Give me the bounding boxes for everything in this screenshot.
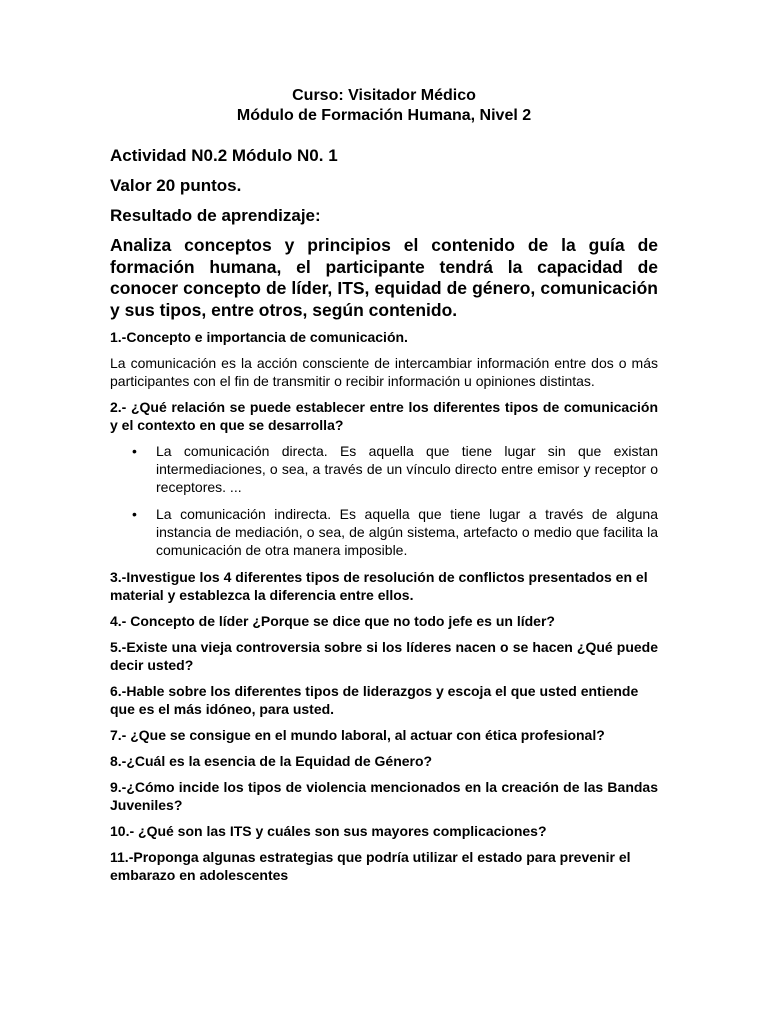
list-item xyxy=(110,442,658,496)
question-8: 8.-¿Cuál es la esencia de la Equidad de Género? xyxy=(110,753,433,769)
question-2: 2.- ¿Qué relación se puede establecer entre los diferentes tipos de comunicación y el contexto en que se desarrolla? xyxy=(110,399,658,433)
question-7: 7.- ¿Que se consigue en el mundo laboral, al actuar con ética profesional? xyxy=(110,727,605,743)
question-9: 9.-¿Cómo incide los tipos de violencia mencionados en la creación de las Bandas Juveniles? xyxy=(110,779,658,813)
question-1: 1.-Concepto e importancia de comunicación. xyxy=(110,329,408,345)
list-item-text: La comunicación indirecta. Es aquella que tiene lugar a través de alguna instancia de mediación, o sea, de algún sistema, artefacto o medio que facilita la comunicación de otra manera imposible. xyxy=(156,506,658,558)
module-title: Módulo de Formación Humana, Nivel 2 xyxy=(236,107,532,124)
question-5: 5.-Existe una vieja controversia sobre si los líderes nacen o se hacen ¿Qué puede decir usted? xyxy=(110,639,658,673)
question-11: 11.-Proponga algunas estrategias que podría utilizar el estado para prevenir el embarazo en adolescentes xyxy=(110,849,631,883)
question-4: 4.- Concepto de líder ¿Porque se dice que no todo jefe es un líder? xyxy=(110,613,555,629)
activity-value: Valor 20 puntos. xyxy=(110,176,242,195)
learning-objective: Analiza conceptos y principios el contenido de la guía de formación humana, el participante tendrá la capacidad de conocer concepto de líder, ITS, equidad de género, comunicación y sus tipos, entre otros, según contenido. xyxy=(110,235,658,320)
course-title: Curso: Visitador Médico xyxy=(292,87,476,104)
bullet-icon: • xyxy=(132,443,137,459)
list-item-text: La comunicación directa. Es aquella que tiene lugar sin que existan intermediaciones, o sea, a través de un vínculo directo entre emisor y receptor o receptores. ... xyxy=(156,443,658,495)
learning-outcome-label: Resultado de aprendizaje: xyxy=(110,206,321,225)
answer-1: La comunicación es la acción consciente de intercambiar información entre dos o más participantes con el fin de transmitir o recibir información u opiniones distintas. xyxy=(110,355,658,389)
bullet-icon: • xyxy=(132,506,137,522)
list-item xyxy=(110,505,658,559)
question-3: 3.-Investigue los 4 diferentes tipos de resolución de conflictos presentados en el material y establezca la diferencia entre ellos. xyxy=(110,569,648,603)
question-6: 6.-Hable sobre los diferentes tipos de liderazgos y escoja el que usted entiende que es el más idóneo, para usted. xyxy=(110,683,639,717)
document-page xyxy=(110,86,658,892)
activity-title: Actividad N0.2 Módulo N0. 1 xyxy=(110,146,338,165)
question-10: 10.- ¿Qué son las ITS y cuáles son sus mayores complicaciones? xyxy=(110,823,547,839)
answer-2-list xyxy=(110,442,658,559)
